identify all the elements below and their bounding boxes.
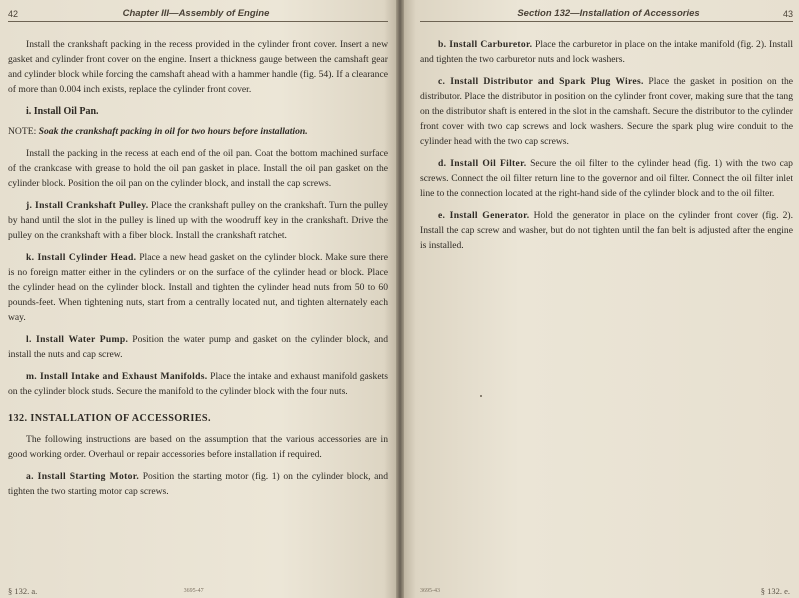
note-label: NOTE: — [8, 126, 37, 137]
left-page-number: 42 — [8, 9, 19, 19]
intro-paragraph: Install the crankshaft packing in the recess provided in the cylinder front cover. Insert a new gasket and cylinder front cover on the engine. Insert a thickness gauge between the camshaft gear and cylinder block while forcing the camshaft ahead with a hammer handle (fig. 54). If a clearance of more than 0.004 inch exists, replace the cylinder front cover. — [8, 39, 388, 95]
item-body: Place a new head gasket on the cylinder block. Make sure there is no foreign matter either in the cylinders or on the surface of the cylinder head or block. Place the cylinder head on the cylinder block. Install and tighten the cylinder head nuts from 50 to 60 pounds-feet. When tightening nuts, start from a centrally located nut, and tighten alternately each way. — [8, 252, 388, 323]
item-heading: a. Install Starting Motor. — [26, 471, 140, 482]
oil-pan-heading: i. Install Oil Pan. — [26, 106, 99, 117]
right-footer-code: 3695-43 — [420, 588, 440, 594]
item-heading: d. Install Oil Filter. — [438, 158, 527, 169]
left-page-header — [8, 8, 388, 22]
item-heading: l. Install Water Pump. — [26, 334, 129, 345]
item-heading: e. Install Generator. — [438, 210, 530, 221]
item-generator — [420, 208, 793, 253]
item-oil-filter — [420, 156, 793, 201]
oil-pan-body: Install the packing in the recess at each end of the oil pan. Coat the bottom machined surface of the crankcase with grease to hold the oil pan gasket in place. Install the oil pan gasket on the cylinder block. Position the oil pan on the cylinder block, and install the cap screws. — [8, 148, 388, 189]
item-heading: b. Install Carburetor. — [438, 39, 533, 50]
item-manifolds — [8, 369, 388, 399]
left-page-footer — [8, 586, 380, 596]
item-distributor — [420, 74, 793, 149]
item-body: Secure the oil filter to the cylinder head (fig. 1) with the two cap screws. Connect the oil filter return line to the governor and oil filter. Connect the oil filter inlet line to the connection located at the right-hand side of the cylinder block and to the oil filter. — [420, 158, 793, 199]
item-starting-motor — [8, 469, 388, 499]
item-heading: m. Install Intake and Exhaust Manifolds. — [26, 371, 208, 382]
note-text: Soak the crankshaft packing in oil for two hours before installation. — [38, 126, 308, 137]
right-footer-ref: § 132. e. — [760, 586, 790, 596]
paper-speck — [480, 395, 482, 397]
item-cylinder-head — [8, 250, 388, 325]
right-page-number: 43 — [782, 9, 793, 19]
item-crankshaft-pulley — [8, 198, 388, 243]
item-body: Place the crankshaft pulley on the crankshaft. Turn the pulley by hand until the slot in the pulley is lined up with the woodruff key in the crankshaft. Drive the pulley on the crankshaft with a fiber block. Install the crankshaft ratchet. — [8, 200, 388, 241]
item-body: Place the gasket in position on the distributor. Place the distributor in position on the cylinder front cover, making sure that the tang on the distributor shaft is entered in the slot in the camshaft. Secure the distributor to the cylinder front cover with two cap screws and lock washers. Secure the spark plug wire conduit to the cylinder head with the two cap screws. — [420, 76, 794, 147]
left-footer-ref: § 132. a. — [8, 586, 38, 596]
section-heading: 132. INSTALLATION OF ACCESSORIES. — [8, 413, 211, 424]
item-body: Position the starting motor (fig. 1) on the cylinder block, and tighten the two starting motor cap screws. — [8, 471, 388, 497]
item-heading: c. Install Distributor and Spark Plug Wires. — [438, 76, 644, 87]
item-body: Place the intake and exhaust manifold gaskets on the cylinder block studs. Secure the manifold to the cylinder block with the four nuts. — [8, 371, 388, 397]
left-footer-code: 3695-47 — [183, 588, 204, 594]
left-running-head: Chapter III—Assembly of Engine — [122, 8, 270, 19]
item-heading: j. Install Crankshaft Pulley. — [26, 200, 149, 211]
item-body: Position the water pump and gasket on the cylinder block, and install the nuts and cap screw. — [8, 334, 388, 360]
right-page-footer — [420, 586, 790, 596]
item-carburetor — [420, 37, 793, 67]
right-page-header — [420, 8, 793, 22]
book-gutter — [396, 0, 404, 598]
right-page — [400, 0, 799, 598]
item-body: Hold the generator in place on the cylinder front cover (fig. 2). Install the cap screw and washer, but do not tighten until the fan belt is adjusted after the engine is installed. — [420, 210, 793, 251]
item-water-pump — [8, 332, 388, 362]
item-body: Place the carburetor in place on the intake manifold (fig. 2). Install and tighten the two carburetor nuts and lock washers. — [420, 39, 793, 65]
right-running-head: Section 132—Installation of Accessories — [517, 8, 700, 19]
section-intro: The following instructions are based on the assumption that the various accessories are in good working order. Overhaul or repair accessories before installation if required. — [8, 434, 388, 460]
item-heading: k. Install Cylinder Head. — [26, 252, 137, 263]
oil-pan-note — [8, 124, 388, 139]
